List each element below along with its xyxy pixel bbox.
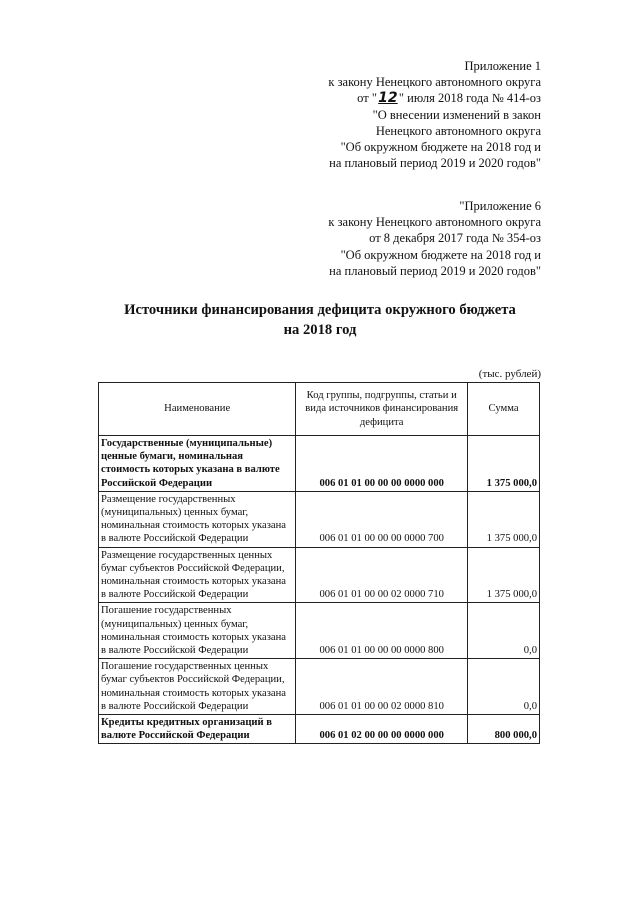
row-name: Кредиты кредитных организаций в валюте Российской Федерации (99, 715, 296, 744)
table-row (99, 659, 540, 715)
row-code: 006 01 01 00 00 02 0000 710 (296, 547, 468, 603)
handwritten-day: 12 (378, 90, 398, 107)
appendix-1-line: к закону Ненецкого автономного округа (328, 75, 541, 90)
row-name: Погашение государственных (муниципальных) ценных бумаг, номинальная стоимость которых указана в валюте Российской Федерации (99, 603, 296, 659)
row-name: Размещение государственных ценных бумаг субъектов Российской Федерации, номинальная стоимость которых указана в валюте Российской Федерации (99, 547, 296, 603)
units-label: (тыс. рублей) (478, 368, 541, 380)
appendix-1-line: "О внесении изменений в закон (372, 107, 541, 122)
title-line-2: на 2018 год (283, 322, 357, 338)
row-code: 006 01 01 00 00 00 0000 700 (296, 491, 468, 547)
row-name: Погашение государственных ценных бумаг субъектов Российской Федерации, номинальная стоимость которых указана в валюте Российской Федерации (99, 659, 296, 715)
date-prefix: от " (357, 91, 377, 106)
table-row (99, 547, 540, 603)
row-sum: 0,0 (468, 659, 540, 715)
table-row (99, 491, 540, 547)
table-row (99, 603, 540, 659)
appendix-6-line: "Об окружном бюджете на 2018 год и (340, 247, 541, 262)
table-row (99, 436, 540, 492)
row-code: 006 01 01 00 00 02 0000 810 (296, 659, 468, 715)
title-line-1: Источники финансирования дефицита окружного бюджета (124, 302, 516, 318)
appendix-1-line: на плановый период 2019 и 2020 годов" (329, 156, 541, 171)
table-row (99, 715, 540, 744)
appendix-1-header (328, 58, 541, 171)
row-name: Размещение государственных (муниципальных) ценных бумаг, номинальная стоимость которых указана в валюте Российской Федерации (99, 491, 296, 547)
header-sum: Сумма (468, 383, 540, 436)
appendix-6-line: от 8 декабря 2017 года № 354-оз (369, 231, 541, 246)
row-sum: 800 000,0 (468, 715, 540, 744)
header-code: Код группы, подгруппы, статьи и вида источников финансирования дефицита (296, 383, 468, 436)
document-title (100, 300, 540, 340)
appendix-1-line: "Об окружном бюджете на 2018 год и (340, 140, 541, 155)
row-sum: 1 375 000,0 (468, 547, 540, 603)
table-header-row (99, 383, 540, 436)
appendix-1-line: Приложение 1 (464, 59, 541, 73)
row-sum: 1 375 000,0 (468, 491, 540, 547)
appendix-6-line: "Приложение 6 (459, 199, 541, 213)
appendix-1-line: Ненецкого автономного округа (375, 123, 541, 138)
row-sum: 1 375 000,0 (468, 436, 540, 492)
financing-sources-table (98, 382, 540, 744)
row-code: 006 01 01 00 00 00 0000 800 (296, 603, 468, 659)
appendix-6-line: к закону Ненецкого автономного округа (328, 215, 541, 230)
row-name: Государственные (муниципальные) ценные бумаги, номинальная стоимость которых указана в валюте Российской Федерации (99, 436, 296, 492)
row-sum: 0,0 (468, 603, 540, 659)
appendix-1-date-line (328, 90, 541, 106)
row-code: 006 01 01 00 00 00 0000 000 (296, 436, 468, 492)
header-name: Наименование (99, 383, 296, 436)
row-code: 006 01 02 00 00 00 0000 000 (296, 715, 468, 744)
appendix-6-header (328, 198, 541, 279)
date-suffix: " июля 2018 года № 414-оз (398, 91, 541, 106)
appendix-6-line: на плановый период 2019 и 2020 годов" (329, 263, 541, 278)
